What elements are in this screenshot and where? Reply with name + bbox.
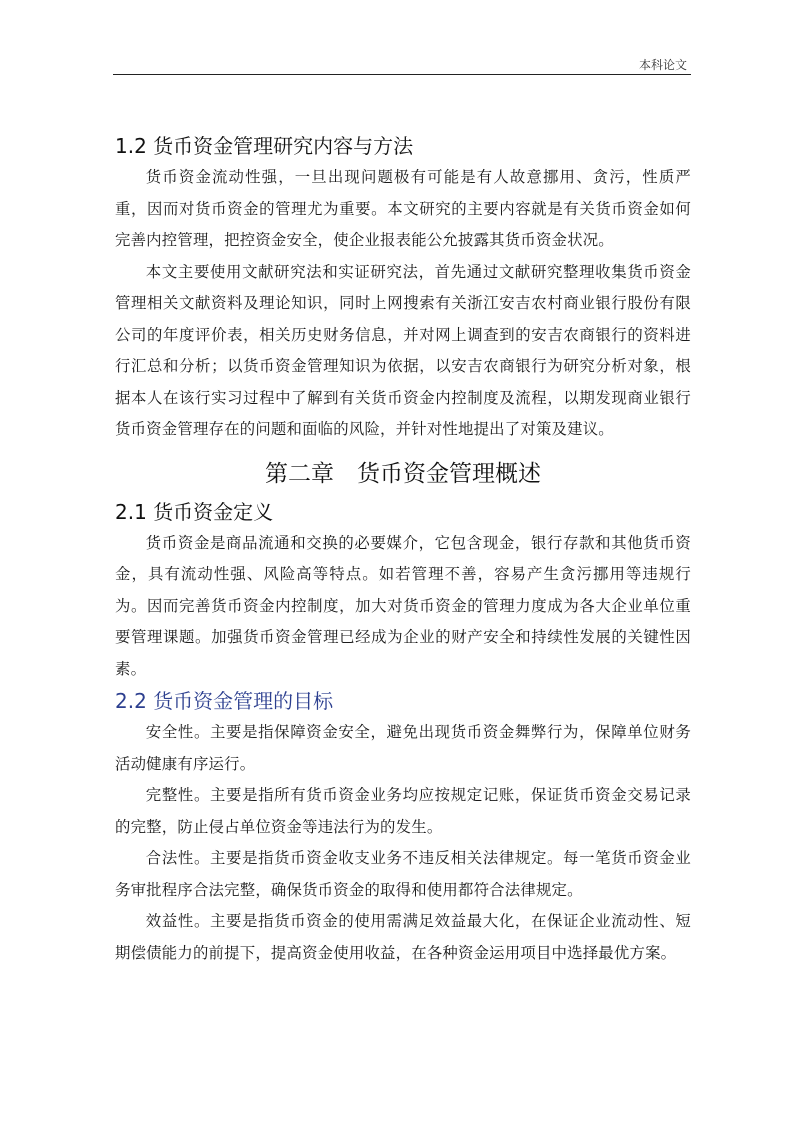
page-header-label: 本科论文: [638, 58, 687, 72]
page-body: [115, 130, 691, 969]
paragraph: 货币资金是商品流通和交换的必要媒介，它包含现金，银行存款和其他货币资金，具有流动性强、风险高等特点。如若管理不善，容易产生贪污挪用等违规行为。因而完善货币资金内控制度，加大对货币资金的管理力度成为各大企业单位重要管理课题。加强货币资金管理已经成为企业的财产安全和持续性发展的关键性因素。: [115, 533, 691, 678]
section-heading-2-1: 2.1 货币资金定义: [115, 499, 274, 524]
paragraph: 货币资金流动性强，一旦出现问题极有可能是有人故意挪用、贪污，性质严重，因而对货币资金的管理尤为重要。本文研究的主要内容就是有关货币资金如何完善内控管理，把控资金安全，使企业报表能公允披露其货币资金状况。: [115, 168, 691, 249]
paragraph: 本文主要使用文献研究法和实证研究法，首先通过文献研究整理收集货币资金管理相关文献资料及理论知识，同时上网搜索有关浙江安吉农村商业银行股份有限公司的年度评价表，相关历史财务信息，并对网上调查到的安吉农商银行的资料进行汇总和分析；以货币资金管理知识为依据，以安吉农商银行为研究分析对象，根据本人在该行实习过程中了解到有关货币资金内控制度及流程，以期发现商业银行货币资金管理存在的问题和面临的风险，并针对性地提出了对策及建议。: [115, 262, 691, 438]
section-heading-1-2: 1.2 货币资金管理研究内容与方法: [115, 134, 414, 158]
header-divider: [113, 74, 691, 75]
chapter-title: 第二章 货币资金管理概述: [265, 460, 541, 487]
paragraph: 安全性。主要是指保障资金安全，避免出现货币资金舞弊行为，保障单位财务活动健康有序运行。: [115, 723, 691, 773]
section-heading-2-2: 2.2 货币资金管理的目标: [115, 689, 334, 713]
paragraph: 完整性。主要是指所有货币资金业务均应按规定记账，保证货币资金交易记录的完整，防止侵占单位资金等违法行为的发生。: [115, 786, 691, 836]
paragraph: 合法性。主要是指货币资金收支业务不违反相关法律规定。每一笔货币资金业务审批程序合法完整，确保货币资金的取得和使用都符合法律规定。: [115, 849, 691, 899]
paragraph: 效益性。主要是指货币资金的使用需满足效益最大化，在保证企业流动性、短期偿债能力的前提下，提高资金使用收益，在各种资金运用项目中选择最优方案。: [115, 912, 691, 962]
